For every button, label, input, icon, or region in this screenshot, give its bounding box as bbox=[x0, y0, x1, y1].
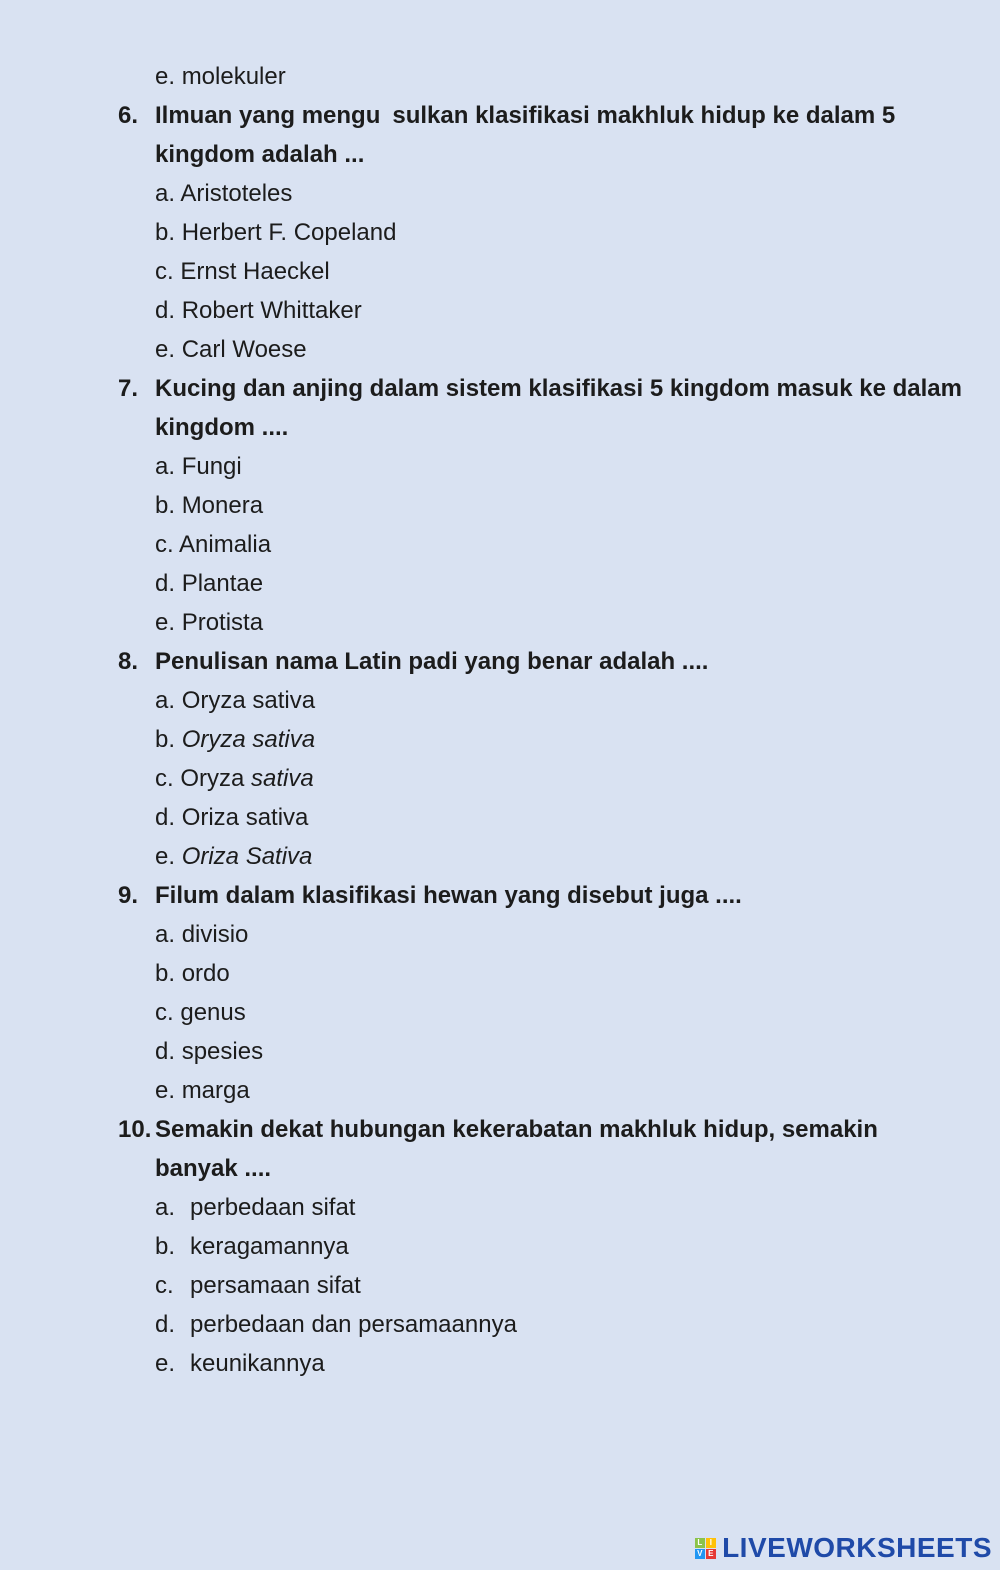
question-10: 10. Semakin dekat hubungan kekerabatan makhluk hidup, semakin bbox=[118, 1116, 878, 1143]
liveworksheets-logo-icon: L I V E bbox=[695, 1538, 716, 1559]
option-8a[interactable]: a. Oryza sativa bbox=[155, 687, 316, 714]
brand-text: LIVEWORKSHEETS bbox=[722, 1532, 992, 1563]
option-6d[interactable]: d. Robert Whittaker bbox=[155, 297, 362, 324]
option-7a[interactable]: a. Fungi bbox=[155, 453, 242, 480]
question-10-cont: banyak .... bbox=[155, 1155, 272, 1182]
option-10a[interactable]: a. perbedaan sifat bbox=[155, 1194, 356, 1221]
question-6-cont: kingdom adalah ... bbox=[155, 141, 365, 168]
option-5e[interactable]: e. molekuler bbox=[155, 63, 286, 90]
question-6: 6. Ilmuan yang mengu sulkan klasifikasi makhluk hidup ke dalam 5 bbox=[118, 102, 896, 129]
option-10d[interactable]: d. perbedaan dan persamaannya bbox=[155, 1311, 517, 1338]
option-7c[interactable]: c. Animalia bbox=[155, 531, 272, 558]
option-8b[interactable]: b. Oryza sativa bbox=[155, 726, 316, 753]
option-9c[interactable]: c. genus bbox=[155, 999, 246, 1026]
option-8d[interactable]: d. Oriza sativa bbox=[155, 804, 309, 831]
liveworksheets-brand[interactable] bbox=[695, 1532, 992, 1564]
option-6c[interactable]: c. Ernst Haeckel bbox=[155, 258, 330, 285]
worksheet bbox=[0, 57, 1000, 1383]
option-6e[interactable]: e. Carl Woese bbox=[155, 336, 307, 363]
option-10c[interactable]: c. persamaan sifat bbox=[155, 1272, 361, 1299]
question-8: 8. Penulisan nama Latin padi yang benar adalah .... bbox=[118, 648, 709, 675]
question-7: 7. Kucing dan anjing dalam sistem klasifikasi 5 kingdom masuk ke dalam bbox=[118, 375, 962, 402]
option-9a[interactable]: a. divisio bbox=[155, 921, 249, 948]
option-10e[interactable]: e. keunikannya bbox=[155, 1350, 325, 1377]
option-7d[interactable]: d. Plantae bbox=[155, 570, 264, 597]
option-10b[interactable]: b. keragamannya bbox=[155, 1233, 349, 1260]
question-7-cont: kingdom .... bbox=[155, 414, 289, 441]
option-8c[interactable]: c. Oryza sativa bbox=[155, 765, 314, 792]
option-9e[interactable]: e. marga bbox=[155, 1077, 250, 1104]
option-7b[interactable]: b. Monera bbox=[155, 492, 264, 519]
option-8e[interactable]: e. Oriza Sativa bbox=[155, 843, 313, 870]
option-7e[interactable]: e. Protista bbox=[155, 609, 264, 636]
option-6a[interactable]: a. Aristoteles bbox=[155, 180, 293, 207]
question-9: 9. Filum dalam klasifikasi hewan yang disebut juga .... bbox=[118, 882, 742, 909]
option-9d[interactable]: d. spesies bbox=[155, 1038, 264, 1065]
option-6b[interactable]: b. Herbert F. Copeland bbox=[155, 219, 397, 246]
option-9b[interactable]: b. ordo bbox=[155, 960, 230, 987]
